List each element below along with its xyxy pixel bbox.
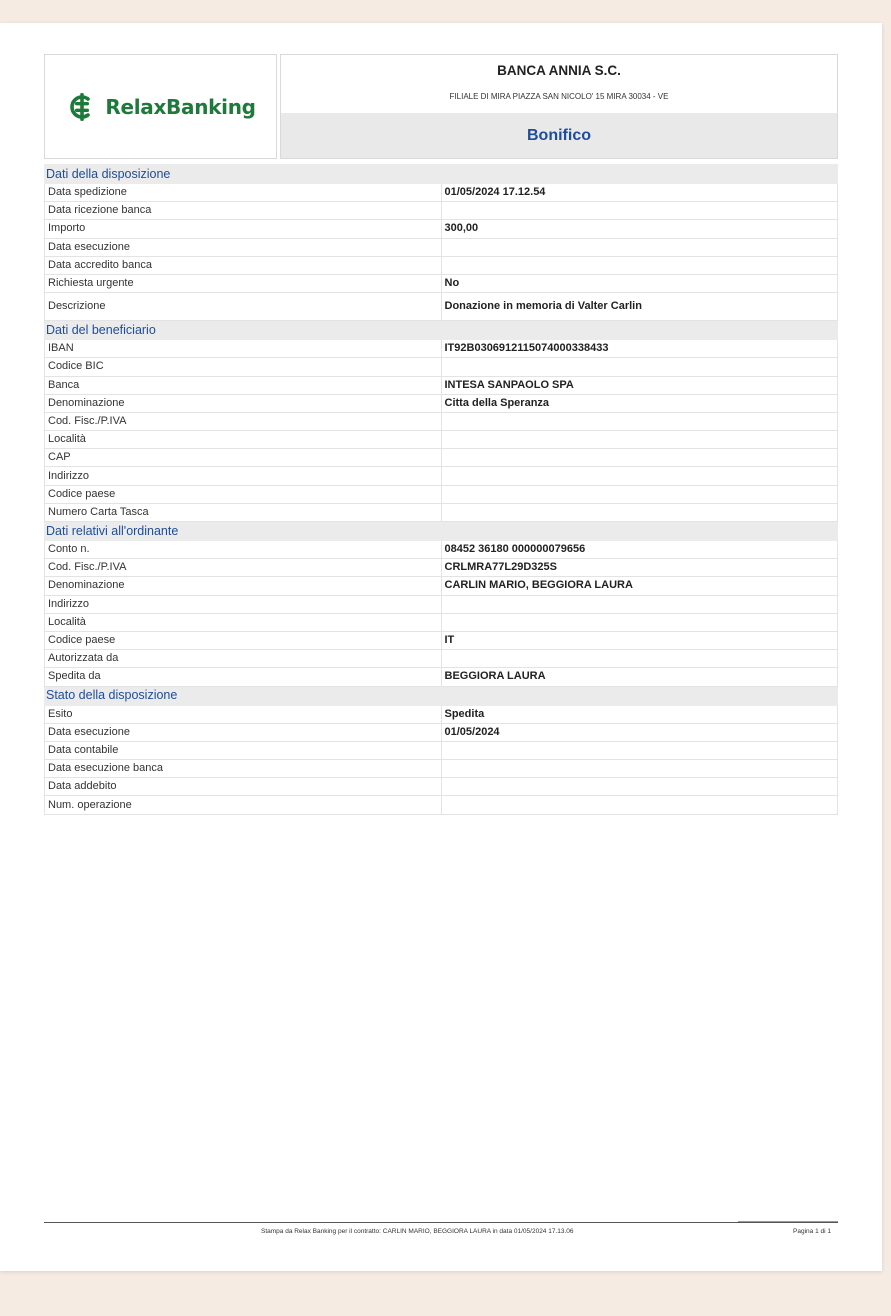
document-page — [0, 23, 882, 1271]
field-value: Donazione in memoria di Valter Carlin — [441, 293, 838, 321]
table-row — [45, 668, 838, 686]
bank-info — [280, 54, 838, 159]
footer-print-note: Stampa da Relax Banking per il contratto: CARLIN MARIO, BEGGIORA LAURA in data 01/05/2024 17.13.06 — [261, 1228, 574, 1235]
field-label: Spedita da — [45, 668, 442, 686]
field-value: IT — [441, 631, 838, 649]
field-label: Data ricezione banca — [45, 202, 442, 220]
table-row — [45, 631, 838, 649]
table-row — [45, 394, 838, 412]
field-value: 08452 36180 000000079656 — [441, 541, 838, 559]
field-value — [441, 202, 838, 220]
field-value — [441, 796, 838, 814]
table-row — [45, 559, 838, 577]
field-label: IBAN — [45, 340, 442, 358]
table-row — [45, 650, 838, 668]
field-label: Descrizione — [45, 293, 442, 321]
field-value — [441, 449, 838, 467]
section-header-disposizione — [45, 165, 838, 184]
field-label: Richiesta urgente — [45, 274, 442, 292]
field-label: Data spedizione — [45, 184, 442, 202]
field-label: Data accredito banca — [45, 256, 442, 274]
logo — [44, 54, 277, 159]
bank-branch: FILIALE DI MIRA PIAZZA SAN NICOLO' 15 MIRA 30034 - VE — [449, 92, 669, 101]
table-row — [45, 503, 838, 521]
field-label: Autorizzata da — [45, 650, 442, 668]
table-row — [45, 202, 838, 220]
field-value: IT92B0306912115074000338433 — [441, 340, 838, 358]
field-value — [441, 431, 838, 449]
field-value — [441, 760, 838, 778]
logo-text: RelaxBanking — [105, 94, 256, 119]
field-value — [441, 238, 838, 256]
field-label: Cod. Fisc./P.IVA — [45, 559, 442, 577]
footer-page-number: Pagina 1 di 1 — [793, 1228, 831, 1235]
document-title: Bonifico — [527, 126, 591, 144]
field-value — [441, 778, 838, 796]
field-label: Data contabile — [45, 741, 442, 759]
field-value: Spedita — [441, 705, 838, 723]
section-title: Stato della disposizione — [45, 686, 838, 705]
field-label: Numero Carta Tasca — [45, 503, 442, 521]
field-value: 01/05/2024 17.12.54 — [441, 184, 838, 202]
field-value: CARLIN MARIO, BEGGIORA LAURA — [441, 577, 838, 595]
table-row — [45, 796, 838, 814]
footer-divider — [738, 1221, 838, 1222]
field-value: 01/05/2024 — [441, 723, 838, 741]
field-value — [441, 485, 838, 503]
table-row — [45, 467, 838, 485]
field-value: Citta della Speranza — [441, 394, 838, 412]
table-row — [45, 541, 838, 559]
field-label: Località — [45, 431, 442, 449]
field-label: Codice paese — [45, 631, 442, 649]
field-value: 300,00 — [441, 220, 838, 238]
table-row — [45, 778, 838, 796]
field-label: Conto n. — [45, 541, 442, 559]
bank-name: BANCA ANNIA S.C. — [497, 63, 621, 78]
section-title: Dati del beneficiario — [45, 321, 838, 340]
table-row — [45, 613, 838, 631]
field-label: Denominazione — [45, 394, 442, 412]
field-label: Banca — [45, 376, 442, 394]
field-value — [441, 613, 838, 631]
document-header — [44, 54, 838, 159]
field-label: Data esecuzione banca — [45, 760, 442, 778]
field-value: BEGGIORA LAURA — [441, 668, 838, 686]
transfer-details-table — [44, 164, 838, 815]
field-label: Num. operazione — [45, 796, 442, 814]
table-row — [45, 485, 838, 503]
table-row — [45, 723, 838, 741]
field-label: Indirizzo — [45, 467, 442, 485]
table-row — [45, 293, 838, 321]
field-value: CRLMRA77L29D325S — [441, 559, 838, 577]
section-header-ordinante — [45, 522, 838, 541]
field-label: Cod. Fisc./P.IVA — [45, 412, 442, 430]
page-footer — [44, 1222, 838, 1235]
table-row — [45, 256, 838, 274]
table-row — [45, 376, 838, 394]
table-row — [45, 577, 838, 595]
table-row — [45, 412, 838, 430]
field-value — [441, 412, 838, 430]
field-label: Codice paese — [45, 485, 442, 503]
field-label: Data esecuzione — [45, 238, 442, 256]
table-row — [45, 340, 838, 358]
table-row — [45, 595, 838, 613]
field-value — [441, 256, 838, 274]
section-header-stato — [45, 686, 838, 705]
field-value — [441, 595, 838, 613]
section-header-beneficiario — [45, 321, 838, 340]
table-row — [45, 238, 838, 256]
field-label: Codice BIC — [45, 358, 442, 376]
field-value — [441, 358, 838, 376]
field-value — [441, 650, 838, 668]
field-label: Indirizzo — [45, 595, 442, 613]
field-value — [441, 467, 838, 485]
field-label: Località — [45, 613, 442, 631]
field-label: Denominazione — [45, 577, 442, 595]
table-row — [45, 220, 838, 238]
field-label: Data esecuzione — [45, 723, 442, 741]
field-label: CAP — [45, 449, 442, 467]
field-value: INTESA SANPAOLO SPA — [441, 376, 838, 394]
relaxbanking-logo-icon — [65, 90, 99, 124]
table-row — [45, 741, 838, 759]
field-label: Importo — [45, 220, 442, 238]
section-title: Dati della disposizione — [45, 165, 838, 184]
table-row — [45, 184, 838, 202]
table-row — [45, 358, 838, 376]
field-value: No — [441, 274, 838, 292]
field-value — [441, 503, 838, 521]
table-row — [45, 431, 838, 449]
field-value — [441, 741, 838, 759]
table-row — [45, 705, 838, 723]
table-row — [45, 274, 838, 292]
section-title: Dati relativi all'ordinante — [45, 522, 838, 541]
table-row — [45, 760, 838, 778]
field-label: Esito — [45, 705, 442, 723]
table-row — [45, 449, 838, 467]
field-label: Data addebito — [45, 778, 442, 796]
